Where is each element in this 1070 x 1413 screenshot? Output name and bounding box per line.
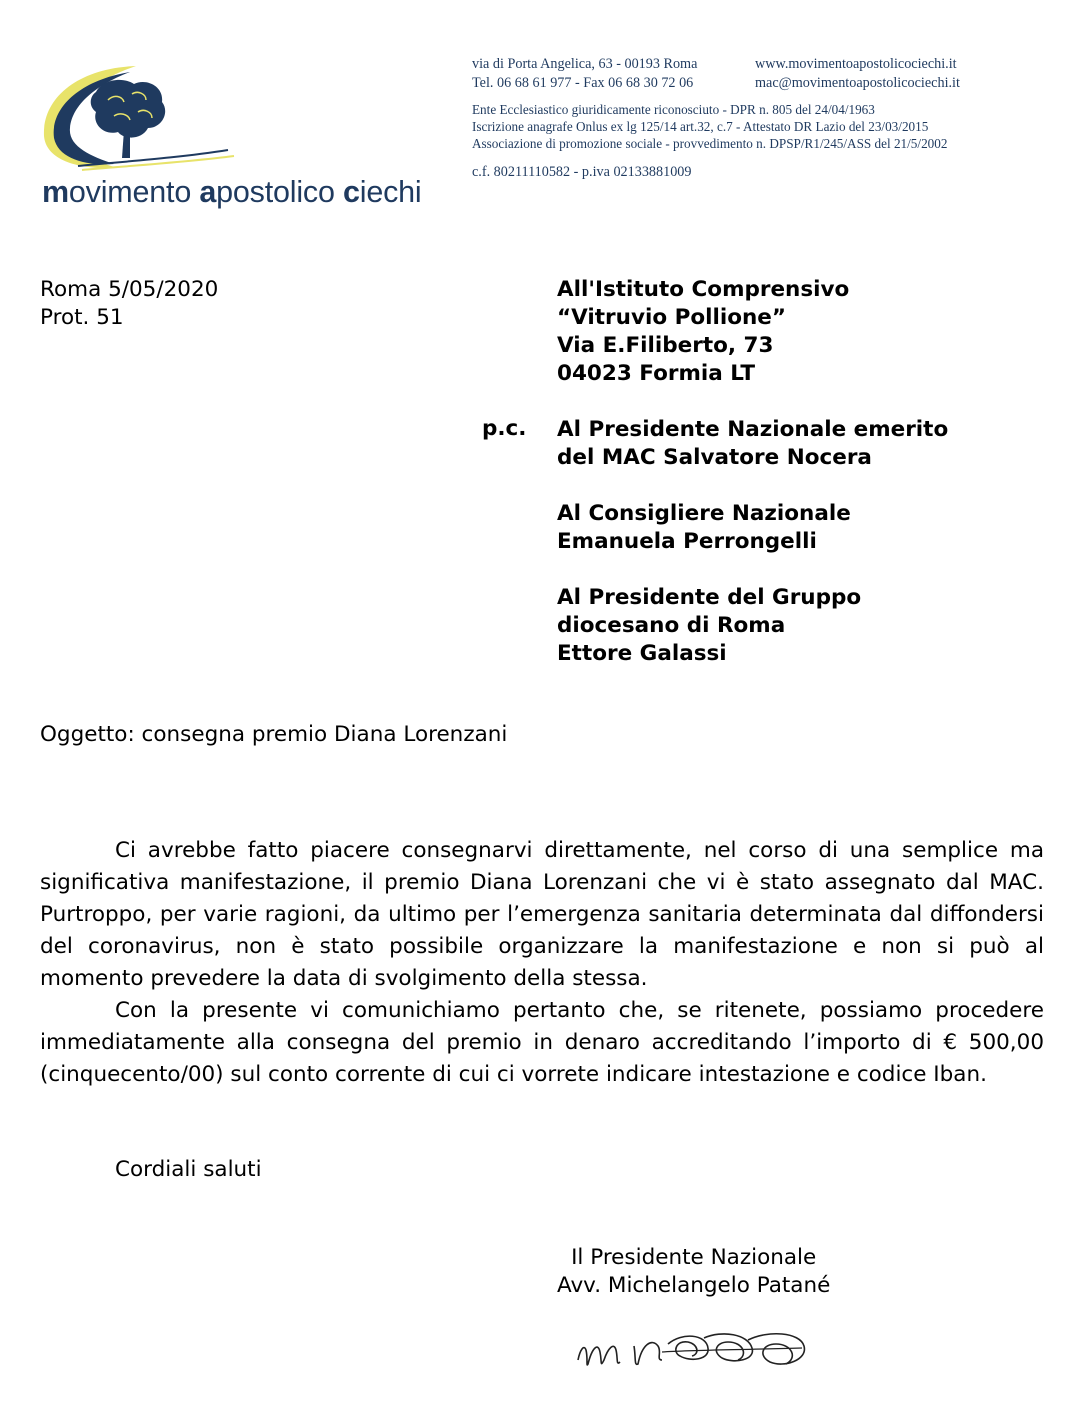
email-link[interactable]: mac@movimentoapostolicociechi.it bbox=[755, 75, 960, 91]
closing: Cordiali saluti bbox=[115, 1157, 262, 1182]
phone-fax: Tel. 06 68 61 977 - Fax 06 68 30 72 06 bbox=[472, 75, 694, 91]
registration-info bbox=[472, 101, 947, 152]
org-name: movimento apostolico ciechi bbox=[42, 175, 422, 209]
signatory-title: Il Presidente Nazionale bbox=[571, 1245, 817, 1270]
registration-line: Ente Ecclesiastico giuridicamente riconosciuto - DPR n. 805 del 24/04/1963 bbox=[472, 102, 875, 117]
handwritten-signature bbox=[572, 1320, 822, 1380]
letter-body bbox=[40, 835, 1044, 1091]
main-recipient bbox=[557, 276, 948, 388]
contact-row bbox=[472, 74, 960, 93]
recipient-line: del MAC Salvatore Nocera bbox=[557, 445, 872, 470]
recipients-block bbox=[557, 276, 948, 696]
date-block bbox=[40, 276, 218, 332]
registration-line: Iscrizione anagrafe Onlus ex lg 125/14 art.32, c.7 - Attestato DR Lazio del 23/03/2015 bbox=[472, 119, 929, 134]
cc-recipient bbox=[557, 416, 948, 472]
recipient-line: 04023 Formia LT bbox=[557, 361, 756, 386]
body-paragraph: Con la presente vi comunichiamo pertanto che, se ritenete, possiamo procedere immediatamente alla consegna del premio in denaro accreditando l’importo di € 500,00 (cinquecento/00) sul conto corrente di cui ci vorrete indicare intestazione e codice Iban. bbox=[40, 998, 1044, 1087]
cc-recipient bbox=[557, 500, 948, 556]
registration-line: Associazione di promozione sociale - provvedimento n. DPSP/R1/245/ASS del 21/5/2002 bbox=[472, 136, 948, 151]
letter-date: Roma 5/05/2020 bbox=[40, 277, 219, 302]
letterhead-info bbox=[472, 55, 960, 182]
signatory-block bbox=[557, 1244, 830, 1300]
recipient-line: Emanuela Perrongelli bbox=[557, 529, 817, 554]
subject-line: Oggetto: consegna premio Diana Lorenzani bbox=[40, 722, 508, 747]
recipient-line: “Vitruvio Pollione” bbox=[557, 305, 787, 330]
recipient-line: Ettore Galassi bbox=[557, 641, 727, 666]
address: via di Porta Angelica, 63 - 00193 Roma bbox=[472, 56, 698, 72]
org-logo bbox=[38, 58, 458, 218]
body-paragraph: Ci avrebbe fatto piacere consegnarvi direttamente, nel corso di una semplice ma significativa manifestazione, il premio Diana Lorenzani che vi è stato assegnato dal MAC. Purtroppo, per varie ragioni, da ultimo per l’emergenza sanitaria determinata dal diffondersi del coronavirus, non è stato possibile organizzare la manifestazione e non si può al momento prevedere la data di svolgimento della stessa. bbox=[40, 838, 1044, 991]
tree-logo-icon bbox=[38, 58, 238, 178]
website-link[interactable]: www.movimentoapostolicociechi.it bbox=[755, 56, 957, 72]
protocol-number: Prot. 51 bbox=[40, 305, 124, 330]
recipient-line: All'Istituto Comprensivo bbox=[557, 277, 850, 302]
recipient-line: Al Consigliere Nazionale bbox=[557, 501, 851, 526]
tax-codes: c.f. 80211110582 - p.iva 02133881009 bbox=[472, 164, 692, 180]
cc-recipient bbox=[557, 584, 948, 668]
address-row bbox=[472, 55, 957, 74]
recipient-line: Al Presidente Nazionale emerito bbox=[557, 417, 949, 442]
signatory-name: Avv. Michelangelo Patané bbox=[557, 1273, 831, 1298]
recipient-line: Via E.Filiberto, 73 bbox=[557, 333, 774, 358]
cc-label: p.c. bbox=[482, 416, 527, 441]
recipient-line: Al Presidente del Gruppo bbox=[557, 585, 862, 610]
recipient-line: diocesano di Roma bbox=[557, 613, 786, 638]
